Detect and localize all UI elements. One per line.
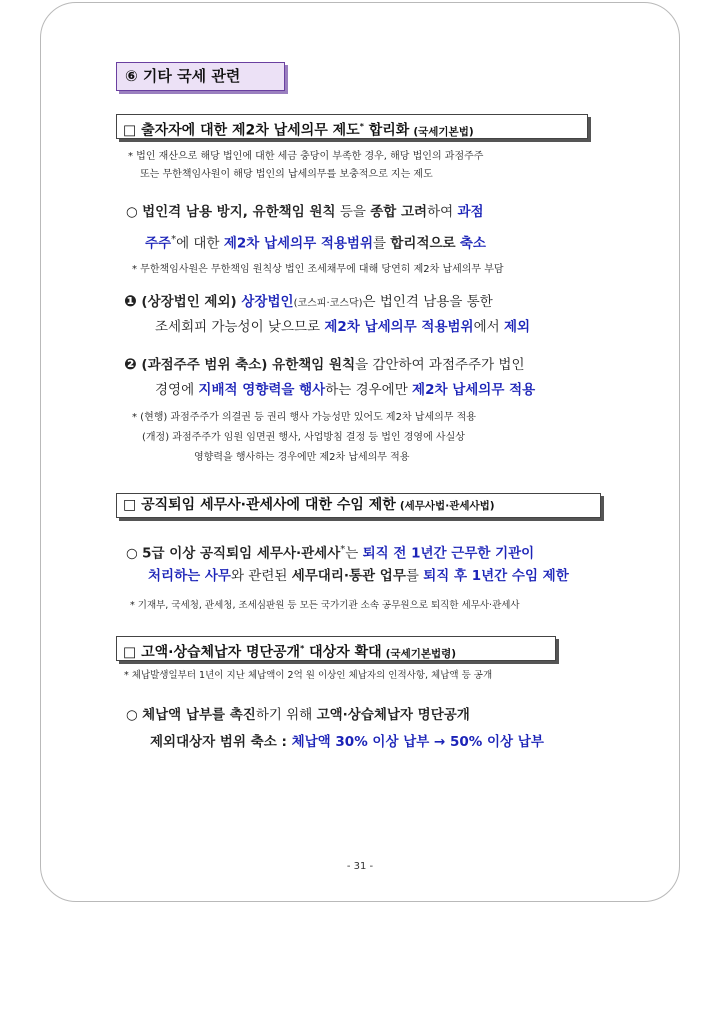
text-bold: (과점주주 범위 축소) bbox=[136, 357, 273, 373]
text: 를 bbox=[373, 235, 391, 252]
text-small: (코스피·코스닥) bbox=[293, 298, 363, 309]
text: 는 bbox=[345, 545, 363, 562]
footnote-disclosure-criteria: * 체납발생일부터 1년이 지난 체납액이 2억 원 이상인 체납자의 인적사항, 체납액 등 공개 bbox=[124, 670, 493, 681]
text: 하여 bbox=[427, 204, 458, 220]
footnote-definition-1: * 법인 재산으로 해당 법인에 대한 세금 충당이 부족한 경우, 해당 법인의 과점주주 bbox=[128, 151, 484, 162]
text-bold: 제외대상자 범위 축소 : bbox=[150, 734, 292, 750]
heading-text: □ 공직퇴임 세무사·관세사에 대한 수임 제한 bbox=[123, 497, 396, 513]
heading-suffix: 대상자 확대 bbox=[304, 644, 382, 661]
text: 등을 bbox=[335, 204, 371, 220]
section-title: ⑥ 기타 국세 관련 bbox=[116, 62, 285, 91]
paragraph-5-line-1 bbox=[126, 704, 470, 726]
text: 은 법인격 남용을 통한 bbox=[362, 294, 493, 310]
law-name: (세무사법·관세사법) bbox=[399, 500, 495, 512]
paragraph-4-line-2 bbox=[148, 565, 569, 587]
text-highlight: 체납액 30% 이상 납부 → 50% 이상 납부 bbox=[291, 734, 544, 750]
heading-delinquent-taxpayer-disclosure bbox=[116, 636, 556, 661]
heading-investor-secondary-tax bbox=[116, 114, 588, 139]
footnote-revised-rule-cont: 영향력을 행사하는 경우에만 제2차 납세의무 적용 bbox=[194, 452, 410, 463]
text-bold: (상장법인 제외) bbox=[136, 294, 242, 310]
heading-footnote-mark: * bbox=[300, 644, 305, 653]
text-bold: 법인격 남용 방지, 유한책임 원칙 bbox=[142, 204, 336, 220]
text: 와 관련된 bbox=[230, 568, 292, 584]
text-bold: 합리적으로 bbox=[390, 235, 456, 252]
text-highlight: 상장법인 bbox=[241, 294, 294, 310]
footnote-mark: * bbox=[340, 544, 346, 555]
footnote-unlimited-partner: * 무한책임사원은 무한책임 원칙상 법인 조세채무에 대해 당연히 제2차 납세의무 부담 bbox=[132, 264, 504, 275]
paragraph-3-line-2 bbox=[155, 379, 535, 401]
text-bold: 체납액 납부를 촉진 bbox=[142, 707, 256, 723]
text-bold: 고액·상습체납자 명단공개 bbox=[316, 707, 470, 723]
page-number: - 31 - bbox=[346, 861, 374, 872]
paragraph-5-line-2 bbox=[150, 731, 544, 753]
text-highlight: 주주 bbox=[145, 235, 172, 252]
heading-suffix: 합리화 bbox=[363, 122, 410, 139]
text: 하기 위해 bbox=[255, 707, 317, 723]
text-bold: 유한책임 원칙 bbox=[272, 357, 356, 373]
text: 를 bbox=[405, 568, 424, 584]
paragraph-2-line-2 bbox=[155, 316, 530, 338]
paragraph-3-line-1 bbox=[124, 353, 525, 376]
text-bold: 종합 고려 bbox=[370, 204, 428, 220]
number-marker: ❶ bbox=[124, 292, 137, 310]
heading-text: □ 고액·상습체납자 명단공개 bbox=[123, 644, 301, 661]
text: 을 감안하여 과점주주가 법인 bbox=[355, 357, 525, 373]
law-name: (국세기본법) bbox=[413, 125, 474, 138]
text-highlight: 제2차 납세의무 적용범위 bbox=[324, 319, 474, 335]
heading-text: □ 출자자에 대한 제2차 납세의무 제도 bbox=[123, 122, 360, 139]
text-highlight: 처리하는 사무 bbox=[148, 568, 231, 584]
paragraph-1-line-2 bbox=[145, 229, 486, 255]
text-highlight: 퇴직 후 1년간 수임 제한 bbox=[423, 568, 569, 584]
footnote-current-rule: * (현행) 과점주주가 의결권 등 권리 행사 가능성만 있어도 제2차 납세의무 적용 bbox=[132, 412, 476, 423]
number-marker: ❷ bbox=[124, 355, 137, 373]
text: 조세회피 가능성이 낮으므로 bbox=[155, 319, 325, 335]
text: 에서 bbox=[473, 319, 504, 335]
heading-retired-official-restriction bbox=[116, 493, 601, 518]
text-highlight: 제외 bbox=[503, 319, 531, 335]
bullet: ○ bbox=[126, 545, 143, 562]
text-highlight: 퇴직 전 1년간 근무한 기관이 bbox=[362, 545, 535, 562]
footnote-definition-2: 또는 무한책임사원이 해당 법인의 납세의무를 보충적으로 지는 제도 bbox=[140, 169, 433, 180]
text-bold: 5급 이상 공직퇴임 세무사·관세사 bbox=[142, 545, 341, 562]
text-highlight: 제2차 납세의무 적용 bbox=[412, 382, 536, 398]
paragraph-2-line-1 bbox=[124, 290, 493, 315]
footnote-revised-rule: (개정) 과점주주가 임원 임면권 행사, 사업방침 결정 등 법인 경영에 사실상 bbox=[142, 432, 465, 443]
text-highlight: 과점 bbox=[457, 204, 484, 220]
text-highlight: 제2차 납세의무 적용범위 bbox=[223, 235, 374, 252]
footnote-retired-officials: * 기재부, 국세청, 관세청, 조세심판원 등 모든 국가기관 소속 공무원으로 퇴직한 세무사·관세사 bbox=[130, 600, 520, 611]
paragraph-1-line-1 bbox=[126, 201, 484, 223]
heading-footnote-mark: * bbox=[359, 122, 364, 131]
text: 하는 경우에만 bbox=[325, 382, 413, 398]
paragraph-4-line-1 bbox=[126, 539, 534, 565]
text: 에 대한 bbox=[176, 235, 224, 252]
text: 경영에 bbox=[155, 382, 199, 398]
law-name: (국세기본법령) bbox=[385, 647, 457, 660]
footnote-mark: * bbox=[171, 234, 177, 245]
text-bold: 세무대리·통관 업무 bbox=[291, 568, 406, 584]
bullet: ○ bbox=[126, 204, 143, 220]
text-highlight: 지배적 영향력을 행사 bbox=[198, 382, 326, 398]
bullet: ○ bbox=[126, 707, 143, 723]
text-highlight: 축소 bbox=[459, 235, 486, 252]
